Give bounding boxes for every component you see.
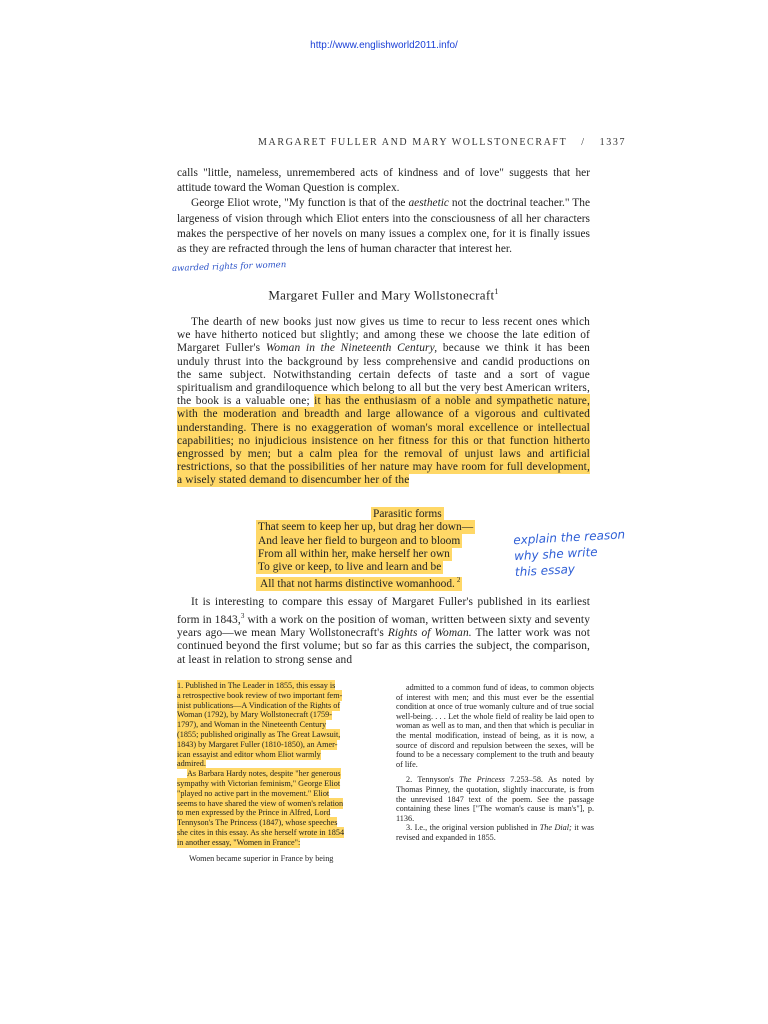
poem-line-text: From all within her, make herself her own [258,547,450,560]
poem-line [256,521,516,534]
intro-p2-text-b: not the doctrinal teacher." The largeness of vision through which Eliot enters into the consciousness of all her characters makes the perspective of her novels on many issues a complex one, for it is finally issues as they are refracted through the lens of human character that interest her. [177,197,591,256]
footnote-quote-continued: admitted to a common fund of ideas, to common objects of interest with men; and this must ever be the essential condition at once of true womanly culture and of true social well-being. . . . Let the whole field of reality be laid open to woman as well as to man, and then that which is peculiar in the mental modification, instead of being, as it is now, a source of discord and repulsion between the sexes, will be found to be a necessary complement to the truth and beauty of life. [396,683,594,769]
intro-text [177,166,590,257]
footnote-line: in another essay, "Women in France": [177,837,301,847]
footnote-2-title: The Princess [459,775,505,785]
footnote-line: she cites in this essay. As she herself wrote in 1854 [177,827,345,837]
article-paragraph-1 [177,316,590,488]
p2-book-title: Rights of Woman. [387,626,472,639]
footnote-1-continued [177,769,377,847]
running-head-separator: / [581,137,586,148]
footnote-2 [396,775,594,823]
footnote-line: sympathy with Victorian feminism," George Eliot [177,778,341,788]
article-title-text: Margaret Fuller and Mary Wollstonecraft [268,287,495,303]
p1-highlighted-passage: it has the enthusiasm of a noble and sympathetic nature, with the moderation and breadth and large allowance of a vigorous and cultivated understanding. There is no exaggeration of woman's moral excellence or intellectual capabilities; no injudicious insistence on her fitness for this or that function hitherto engrossed by men; but a calm plea for the removal of unjust laws and artificial restrictions, so that the possibilities of her nature may have room for full development, a wisely stated demand to disencumber her of the [177,395,590,487]
footnote-line: inist publications—A Vindication of the Rights of [177,700,341,710]
running-head [258,137,627,148]
footnote-line: ican essayist and editor whom Eliot warmly [177,749,321,759]
poem-line [256,548,516,561]
poem-quotation [256,508,516,592]
p1-text-b: because we think it has been unduly thrust into the background by less comprehensive and candid productions on the same subject. Notwithstanding certain defects of taste and a sort of vague spiritualism and grandiloquence which belong to all but the very best American writers, the book is a valuable one; [177,342,591,408]
footnote-line: admired. [177,759,206,769]
footnote-ref-1: 1 [494,287,499,296]
footnote-line: seems to have shared the view of women's relation [177,798,344,808]
footnote-line: a retrospective book review of two important fem- [177,690,343,700]
poem-line-text: And leave her field to burgeon and to bloom [258,534,461,547]
footnote-3-title: The Dial; [539,823,572,833]
poem-line-text: All that not harms distinctive womanhood. [260,578,455,591]
footnote-line: As Barbara Hardy notes, despite "her generous [187,769,341,779]
poem-line [256,535,516,548]
poem-line [256,561,516,574]
footnote-line: 1797), and Woman in the Nineteenth Century [177,720,327,730]
footnote-line: (1855; published originally as The Great Lawsuit, [177,729,341,739]
footnote-line: to men expressed by the Prince in Alfred, Lord [177,808,331,818]
handwritten-margin-note-top: awarded rights for women [171,260,287,274]
p1-book-title: Woman in the Nineteenth Century, [265,342,438,355]
intro-paragraph-1: calls "little, nameless, unremembered acts of kindness and of love" suggests that her attitude toward the Woman Question is complex. [177,167,590,195]
intro-paragraph-2 [177,196,590,257]
footnote-3-text-b: it was revised and expanded in 1855. [396,823,594,842]
footnote-line: 1843) by Margaret Fuller (1810-1850), an Amer- [177,739,338,749]
p1-text-a: The dearth of new books just now gives us time to recur to less recent ones which we have hitherto noticed but slightly; and among these we choose the late edition of Margaret Fuller's [177,316,590,355]
intro-p2-italic: aesthetic [408,197,449,210]
poem-line-text: Parasitic forms [373,508,442,520]
handwritten-note-right [513,524,675,580]
handwritten-note-line: why she write [513,544,598,564]
footnote-line: Woman (1792), by Mary Wollstonecraft (1759- [177,710,332,720]
footnote-2-text-a: 2. Tennyson's [406,775,460,785]
footnote-ref-3: 3 [240,611,245,620]
page-number: 1337 [599,137,627,148]
footnote-1 [177,681,377,769]
p2-text-b: with a work on the position of woman, written between sixty and seventy years ago—we mean Mary Wollstonecraft's [177,613,590,639]
footnote-quote-start: Women became superior in France by being [189,853,334,863]
article-paragraph-2 [177,596,590,667]
p2-text-a: It is interesting to compare this essay of Margaret Fuller's published in its earliest form in 1843, [177,596,590,626]
poem-line [256,574,516,591]
footnote-ref-2: 2 [456,576,461,585]
footnote-line: "played no active part in the movement." Eliot [177,788,330,798]
article-title [177,287,590,303]
running-head-title: MARGARET FULLER AND MARY WOLLSTONECRAFT [258,137,568,148]
intro-p2-text-a: George Eliot wrote, "My function is that of the [191,197,409,210]
poem-line-text: That seem to keep her up, but drag her down— [258,521,474,534]
footnotes-right-column [396,683,594,843]
footnote-line: Tennyson's The Princess (1847), whose speeches [177,818,338,828]
footnote-line: 1. Published in The Leader in 1855, this essay is [177,681,336,690]
poem-line [256,508,516,521]
handwritten-note-line: explain the reason [512,527,626,548]
source-url-link[interactable]: http://www.englishworld2011.info/ [310,40,458,51]
footnote-3 [396,823,594,842]
handwritten-note-line: this essay [514,562,576,580]
p2-text-c: The latter work was not continued beyond the first volume; but so far as this carries the subject, the comparison, at least in relation to strong sense and [177,626,590,666]
footnote-3-text-a: 3. I.e., the original version published in [406,823,540,833]
footnote-2-text-b: 7.253–58. As noted by Thomas Pinney, the quotation, slightly inaccurate, is from the unrevised 1847 text of the poem. See the passage containing these lines ["The woman's cause is man's"], p. 1136. [396,775,594,823]
footnotes-left-column [177,681,377,863]
poem-line-text: To give or keep, to live and learn and be [258,561,442,574]
